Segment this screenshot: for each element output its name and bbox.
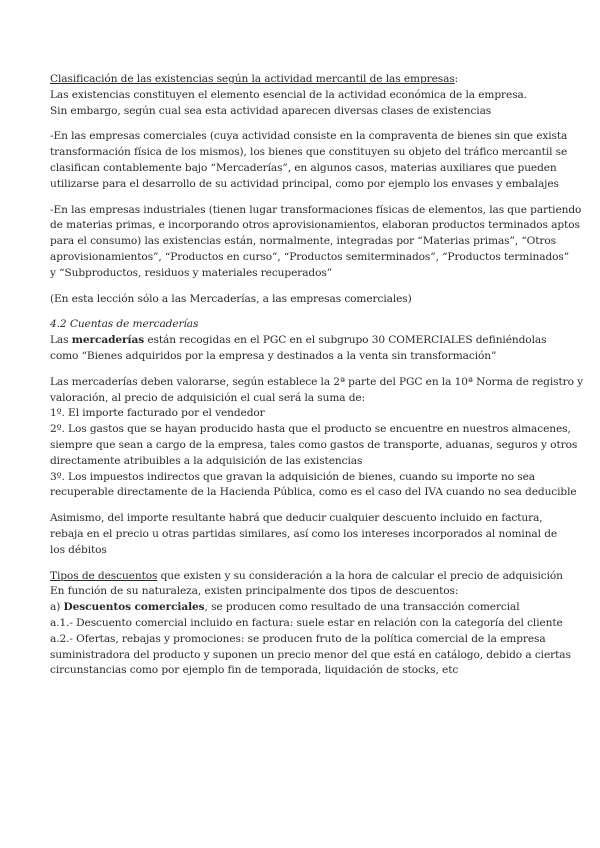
discount-heading-line (50, 569, 574, 585)
text-run: Las (50, 334, 72, 347)
paragraph-line: aprovisionamientos”, “Productos en curso”, “Productos semiterminados”, “Productos terminados” (50, 250, 570, 263)
paragraph-industrial-companies (50, 203, 582, 282)
paragraph-line: rebaja en el precio u otras partidas similares, así como los intereses incorporados al nominal de (50, 527, 558, 540)
paragraph-line: a.2.- Ofertas, rebajas y promociones: se producen fruto de la política comercial de la empresa (50, 632, 546, 645)
paragraph-line: utilizarse para el desarrollo de su actividad principal, como por ejemplo los envases y embalajes (50, 177, 559, 190)
paragraph-deductions (50, 511, 574, 558)
classification-heading: Clasificación de las existencias según la actividad mercantil de las empresas (50, 73, 455, 85)
text-run: , se producen como resultado de una transacción comercial (204, 601, 520, 614)
discount-types-heading: Tipos de descuentos (50, 569, 158, 582)
paragraph-line: 3º. Los impuestos indirectos que gravan la adquisición de bienes, cuando su importe no sea (50, 470, 536, 483)
paragraph-valuation (50, 375, 584, 501)
paragraph-line: suministradora del producto y suponen un precio menor del que está en catálogo, debido a ciertas (50, 648, 571, 661)
paragraph-line: Las existencias constituyen el elemento esencial de la actividad económica de la empresa. (50, 88, 528, 101)
paragraph-line: clasifican contablemente bajo “Mercaderías”, en algunos casos, materias auxiliares que pueden (50, 161, 557, 174)
bold-term-descuentos-comerciales: Descuentos comerciales (63, 601, 205, 614)
text-run: están recogidas en el PGC en el subgrupo 30 COMERCIALES definiéndolas (144, 334, 547, 347)
paragraph-line: circunstancias como por ejemplo fin de temporada, liquidación de stocks, etc (50, 664, 459, 677)
paragraph-line (50, 333, 574, 349)
bold-term-mercaderias: mercaderías (71, 334, 145, 347)
section-classification (50, 72, 574, 119)
paragraph-line: y “Subproductos, residuos y materiales recuperados” (50, 266, 333, 279)
paragraph-line: transformación física de los mismos), los bienes que constituyen su objeto del tráfico mercantil se (50, 146, 568, 159)
paragraph-line: Asimismo, del importe resultante habrá que deducir cualquier descuento incluido en factura, (50, 512, 543, 525)
paragraph-line: de materias primas, e incorporando otros aprovisionamientos, elaboran productos terminados aptos (50, 219, 580, 232)
heading-colon: : (454, 73, 459, 85)
paragraph-line: siempre que sean a cargo de la empresa, tales como gastos de transporte, aduanas, seguros y otros (50, 438, 578, 451)
paragraph-line (50, 600, 574, 616)
paragraph-line: como “Bienes adquiridos por la empresa y destinados a la venta sin transformación” (50, 349, 497, 362)
paragraph-line: a.1.- Descuento comercial incluido en factura: suele estar en relación con la categoría del cliente (50, 616, 563, 629)
paragraph-line: En función de su naturaleza, existen principalmente dos tipos de descuentos: (50, 585, 459, 598)
paragraph-line: directamente atribuibles a la adquisición de las existencias (50, 454, 363, 467)
paragraph-line: valoración, al precio de adquisición el cual será la suma de: (50, 391, 366, 404)
text-run: a) (50, 601, 64, 614)
paragraph-line: los débitos (50, 543, 107, 556)
section-discount-types (50, 569, 574, 680)
paragraph-note (50, 292, 574, 308)
note-line: (En esta lección sólo a las Mercaderías, a las empresas comerciales) (50, 292, 412, 305)
text-run: que existen y su consideración a la hora de calcular el precio de adquisición (157, 569, 563, 582)
paragraph-line: 1º. El importe facturado por el vendedor (50, 407, 265, 420)
paragraph-line: Sin embargo, según cual sea esta actividad aparecen diversas clases de existencias (50, 104, 492, 117)
merchandise-accounts-heading: 4.2 Cuentas de mercaderías (50, 318, 199, 331)
section-merchandise-accounts (50, 317, 574, 364)
paragraph-line: para el consumo) las existencias están, normalmente, integradas por “Materias primas”, “Otros (50, 235, 556, 248)
paragraph-line: -En las empresas comerciales (cuya actividad consiste en la compraventa de bienes sin que exista (50, 130, 568, 143)
classification-heading-line (50, 72, 574, 88)
paragraph-line: recuperable directamente de la Hacienda Pública, como es el caso del IVA cuando no sea deducible (50, 486, 577, 499)
paragraph-line: -En las empresas industriales (tienen lugar transformaciones físicas de elementos, las que partiendo (50, 203, 582, 216)
paragraph-commercial-companies (50, 129, 574, 192)
paragraph-line: 2º. Los gastos que se hayan producido hasta que el producto se encuentre en nuestros almacenes, (50, 423, 571, 436)
paragraph-line: Las mercaderías deben valorarse, según establece la 2ª parte del PGC en la 10ª Norma de registro y (50, 375, 584, 388)
